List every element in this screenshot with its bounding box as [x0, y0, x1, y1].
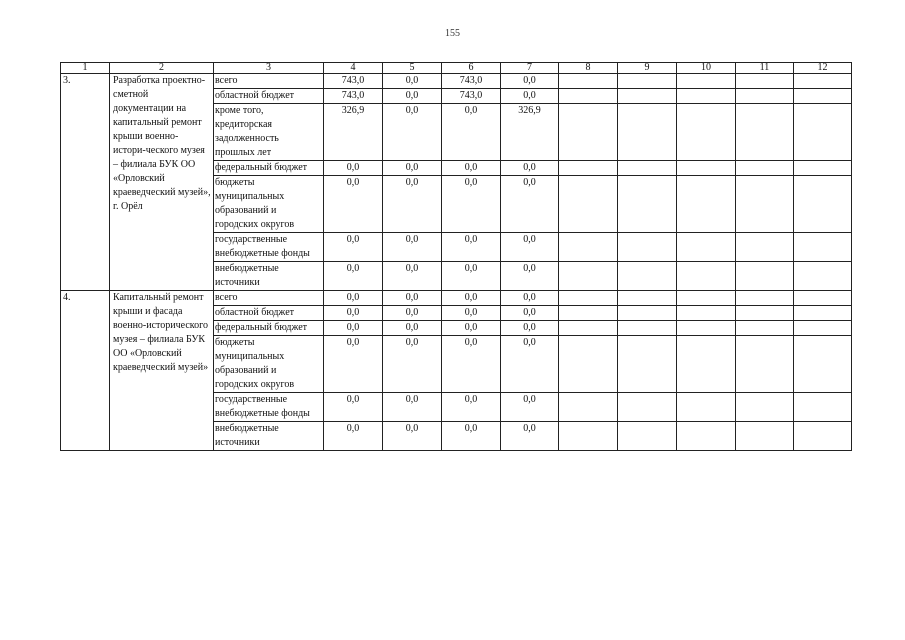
value-cell: 0,0	[324, 306, 383, 321]
funding-source: государственные внебюджетные фонды	[214, 393, 324, 422]
value-cell: 743,0	[324, 89, 383, 104]
value-cell: 0,0	[324, 161, 383, 176]
column-header: 5	[383, 63, 442, 74]
funding-source: всего	[214, 74, 324, 89]
value-cell: 0,0	[442, 306, 501, 321]
value-cell: 0,0	[383, 89, 442, 104]
value-cell: 0,0	[324, 233, 383, 262]
empty-cell	[677, 393, 736, 422]
value-cell: 0,0	[324, 321, 383, 336]
value-cell: 0,0	[324, 176, 383, 233]
value-cell: 743,0	[324, 74, 383, 89]
funding-source: государственные внебюджетные фонды	[214, 233, 324, 262]
empty-cell	[794, 291, 852, 306]
empty-cell	[559, 291, 618, 306]
empty-cell	[559, 89, 618, 104]
empty-cell	[794, 393, 852, 422]
funding-source: кроме того, кредиторская задолженность прошлых лет	[214, 104, 324, 161]
value-cell: 0,0	[442, 233, 501, 262]
empty-cell	[736, 321, 794, 336]
column-header: 1	[61, 63, 110, 74]
value-cell: 0,0	[501, 336, 559, 393]
empty-cell	[794, 422, 852, 451]
empty-cell	[736, 74, 794, 89]
funding-source: федеральный бюджет	[214, 161, 324, 176]
funding-source: бюджеты муниципальных образований и городских округов	[214, 336, 324, 393]
item-name: Разработка проектно-сметной документации на капитальный ремонт крыши военно-истори-ческого музея – филиала БУК ОО «Орловский краеведческий музей», г. Орёл	[110, 74, 214, 291]
column-header: 8	[559, 63, 618, 74]
value-cell: 0,0	[324, 393, 383, 422]
value-cell: 0,0	[383, 422, 442, 451]
value-cell: 0,0	[383, 306, 442, 321]
empty-cell	[677, 422, 736, 451]
value-cell: 0,0	[442, 291, 501, 306]
value-cell: 0,0	[383, 74, 442, 89]
value-cell: 0,0	[442, 422, 501, 451]
empty-cell	[794, 104, 852, 161]
value-cell: 0,0	[442, 161, 501, 176]
empty-cell	[736, 233, 794, 262]
funding-source: областной бюджет	[214, 306, 324, 321]
budget-table	[60, 62, 852, 451]
empty-cell	[618, 262, 677, 291]
empty-cell	[677, 306, 736, 321]
empty-cell	[559, 336, 618, 393]
value-cell: 0,0	[442, 176, 501, 233]
empty-cell	[559, 306, 618, 321]
value-cell: 0,0	[501, 422, 559, 451]
funding-source: бюджеты муниципальных образований и городских округов	[214, 176, 324, 233]
value-cell: 0,0	[501, 161, 559, 176]
empty-cell	[618, 104, 677, 161]
empty-cell	[618, 422, 677, 451]
column-header-row	[61, 63, 852, 74]
empty-cell	[559, 74, 618, 89]
empty-cell	[559, 233, 618, 262]
value-cell: 0,0	[383, 233, 442, 262]
empty-cell	[736, 262, 794, 291]
value-cell: 0,0	[442, 321, 501, 336]
value-cell: 0,0	[501, 176, 559, 233]
empty-cell	[618, 74, 677, 89]
value-cell: 0,0	[442, 336, 501, 393]
value-cell: 0,0	[324, 336, 383, 393]
empty-cell	[677, 176, 736, 233]
empty-cell	[677, 262, 736, 291]
empty-cell	[794, 321, 852, 336]
empty-cell	[618, 336, 677, 393]
value-cell: 0,0	[383, 393, 442, 422]
funding-source: всего	[214, 291, 324, 306]
empty-cell	[677, 104, 736, 161]
value-cell: 0,0	[324, 291, 383, 306]
column-header: 10	[677, 63, 736, 74]
empty-cell	[618, 291, 677, 306]
empty-cell	[559, 176, 618, 233]
value-cell: 0,0	[383, 321, 442, 336]
empty-cell	[559, 161, 618, 176]
column-header: 3	[214, 63, 324, 74]
column-header: 11	[736, 63, 794, 74]
empty-cell	[618, 176, 677, 233]
empty-cell	[736, 291, 794, 306]
empty-cell	[794, 161, 852, 176]
empty-cell	[736, 104, 794, 161]
empty-cell	[736, 422, 794, 451]
funding-source: внебюджетные источники	[214, 422, 324, 451]
empty-cell	[794, 306, 852, 321]
empty-cell	[618, 233, 677, 262]
value-cell: 0,0	[501, 321, 559, 336]
value-cell: 0,0	[383, 262, 442, 291]
value-cell: 326,9	[501, 104, 559, 161]
column-header: 4	[324, 63, 383, 74]
value-cell: 0,0	[442, 104, 501, 161]
empty-cell	[736, 306, 794, 321]
funding-source: федеральный бюджет	[214, 321, 324, 336]
value-cell: 0,0	[501, 262, 559, 291]
value-cell: 0,0	[442, 393, 501, 422]
column-header: 6	[442, 63, 501, 74]
empty-cell	[677, 89, 736, 104]
empty-cell	[559, 321, 618, 336]
table-row	[61, 74, 852, 89]
empty-cell	[736, 176, 794, 233]
empty-cell	[559, 422, 618, 451]
item-name: Капитальный ремонт крыши и фасада военно-исторического музея – филиала БУК ОО «Орловский краеведческий музей»	[110, 291, 214, 451]
empty-cell	[794, 74, 852, 89]
empty-cell	[736, 161, 794, 176]
empty-cell	[618, 393, 677, 422]
empty-cell	[677, 291, 736, 306]
value-cell: 0,0	[383, 176, 442, 233]
funding-source: областной бюджет	[214, 89, 324, 104]
funding-source: внебюджетные источники	[214, 262, 324, 291]
value-cell: 0,0	[501, 306, 559, 321]
value-cell: 0,0	[383, 336, 442, 393]
value-cell: 0,0	[501, 74, 559, 89]
value-cell: 0,0	[383, 291, 442, 306]
value-cell: 743,0	[442, 89, 501, 104]
empty-cell	[559, 104, 618, 161]
value-cell: 0,0	[501, 393, 559, 422]
empty-cell	[794, 262, 852, 291]
empty-cell	[736, 336, 794, 393]
value-cell: 743,0	[442, 74, 501, 89]
value-cell: 0,0	[501, 291, 559, 306]
value-cell: 0,0	[442, 262, 501, 291]
item-index: 4.	[61, 291, 110, 451]
table-row	[61, 291, 852, 306]
value-cell: 0,0	[501, 89, 559, 104]
empty-cell	[559, 262, 618, 291]
value-cell: 0,0	[383, 104, 442, 161]
value-cell: 326,9	[324, 104, 383, 161]
value-cell: 0,0	[324, 262, 383, 291]
column-header: 12	[794, 63, 852, 74]
item-index: 3.	[61, 74, 110, 291]
empty-cell	[677, 321, 736, 336]
column-header: 2	[110, 63, 214, 74]
value-cell: 0,0	[501, 233, 559, 262]
value-cell: 0,0	[383, 161, 442, 176]
column-header: 9	[618, 63, 677, 74]
empty-cell	[794, 233, 852, 262]
empty-cell	[677, 74, 736, 89]
empty-cell	[794, 176, 852, 233]
empty-cell	[736, 393, 794, 422]
empty-cell	[677, 233, 736, 262]
empty-cell	[618, 89, 677, 104]
page-number: 155	[445, 28, 460, 39]
empty-cell	[794, 336, 852, 393]
empty-cell	[618, 306, 677, 321]
empty-cell	[677, 336, 736, 393]
empty-cell	[618, 321, 677, 336]
column-header: 7	[501, 63, 559, 74]
empty-cell	[794, 89, 852, 104]
empty-cell	[559, 393, 618, 422]
value-cell: 0,0	[324, 422, 383, 451]
empty-cell	[677, 161, 736, 176]
empty-cell	[618, 161, 677, 176]
empty-cell	[736, 89, 794, 104]
